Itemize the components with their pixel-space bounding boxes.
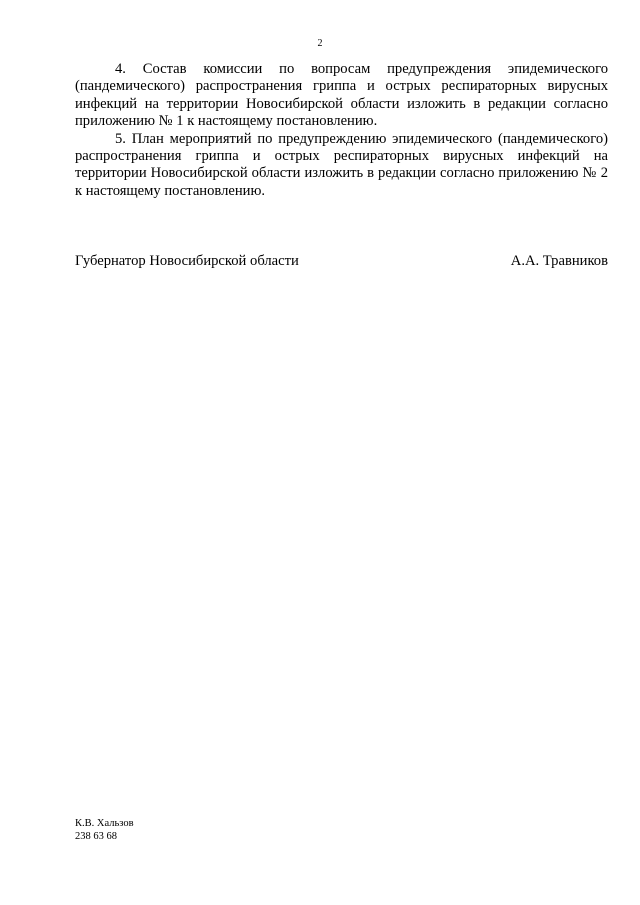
signatory-name: А.А. Травников [510, 253, 608, 269]
executor-block [75, 817, 134, 843]
signature-block [75, 252, 608, 270]
document-body [75, 61, 608, 200]
paragraph-item-5: 5. План мероприятий по предупреждению эпидемического (пандемического) распространения гриппа и острых респираторных вирусных инфекций на территории Новосибирской области изложить в редакции согласно приложению № 2 к настоящему постановлению. [75, 130, 608, 199]
signatory-position: Губернатор Новосибирской области [75, 253, 299, 269]
executor-phone: 238 63 68 [75, 831, 117, 842]
executor-name: К.В. Хальзов [75, 818, 134, 829]
paragraph-item-4: 4. Состав комиссии по вопросам предупреждения эпидемического (пандемического) распространения гриппа и острых респираторных вирусных инфекций на территории Новосибирской области изложить в редакции согласно приложению № 1 к настоящему постановлению. [75, 61, 608, 130]
page-number: 2 [317, 38, 323, 49]
